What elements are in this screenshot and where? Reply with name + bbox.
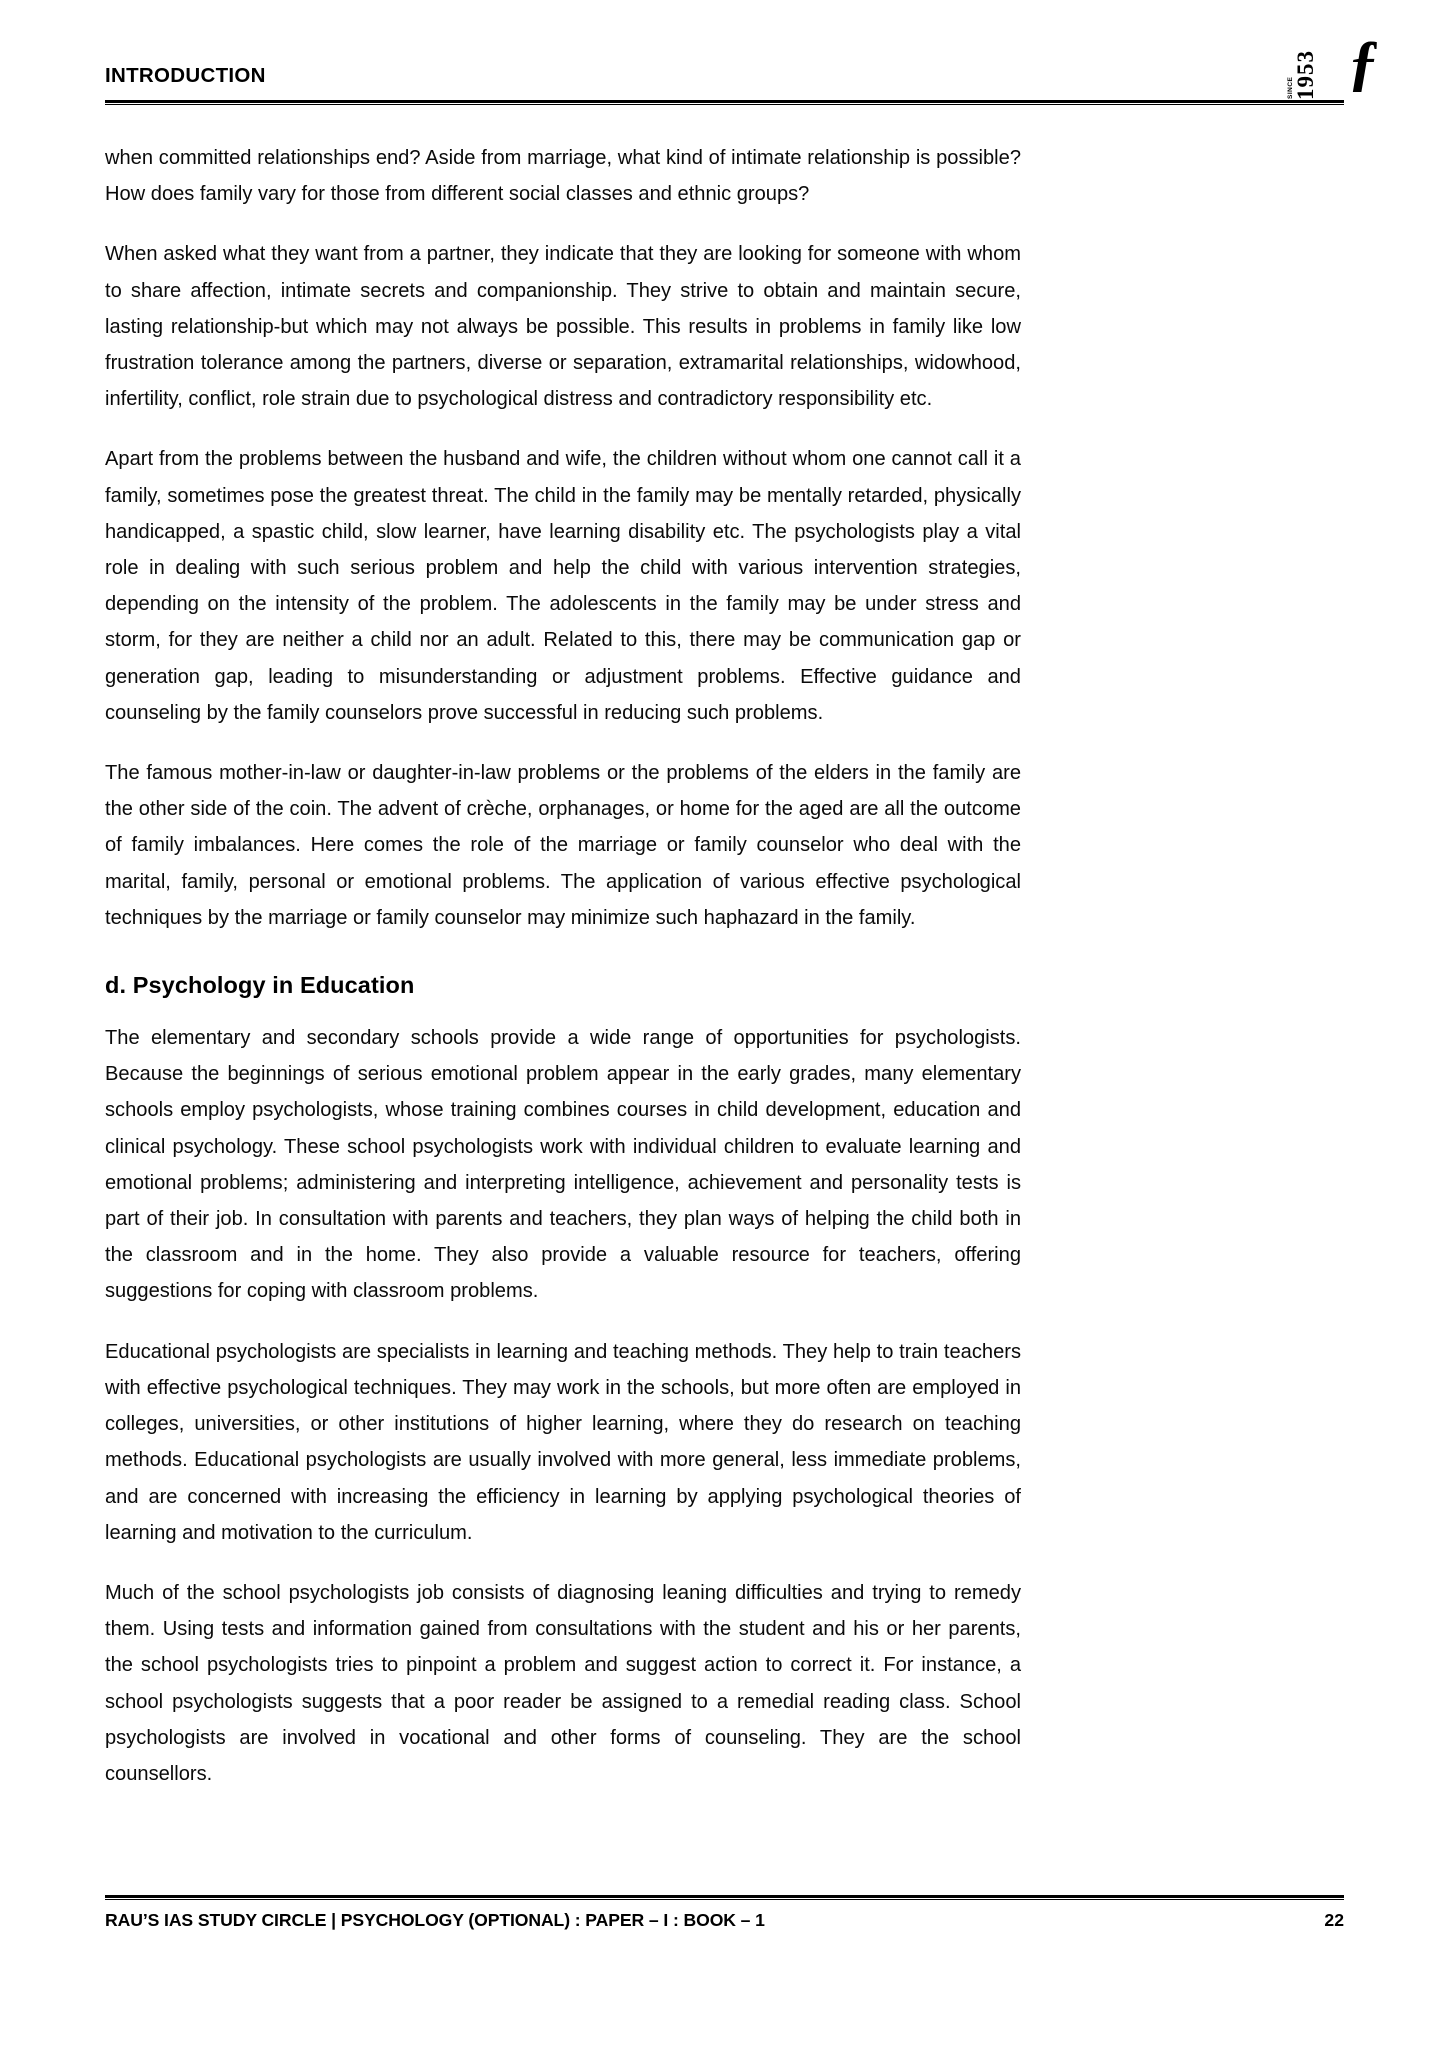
paragraph: Educational psychologists are specialists in learning and teaching methods. They help to train teachers with effective psychological techniques. They may work in the schools, but more often are employed in colleges, universities, or other institutions of higher learning, where they do research on teaching methods. Educational psychologists are usually involved with more general, less immediate problems, and are concerned with increasing the efficiency in learning by applying psychological theories of learning and motivation to the curriculum. <box>105 1340 1021 1544</box>
footer-divider <box>105 1895 1344 1900</box>
logo-year-digits: 1953 <box>1293 50 1318 100</box>
paragraph: The elementary and secondary schools provide a wide range of opportunities for psychologists. Because the beginnings of serious emotional problem appear in the early grades, many elementary schools employ psychologists, whose training combines courses in child development, education and clinical psychology. These school psychologists work with individual children to evaluate learning and emotional problems; administering and interpreting intelligence, achievement and personality tests is part of their job. In consultation with parents and teachers, they plan ways of helping the child both in the classroom and in the home. They also provide a valuable resource for teachers, offering suggestions for coping with classroom problems. <box>105 1027 1021 1303</box>
paragraph: Apart from the problems between the husband and wife, the children without whom one cannot call it a family, sometimes pose the greatest threat. The child in the family may be mentally retarded, physically handicapped, a spastic child, slow learner, have learning disability etc. The psychologists play a vital role in dealing with such serious problem and help the child with various intervention strategies, depending on the intensity of the problem. The adolescents in the family may be under stress and storm, for they are neither a child nor an adult. Related to this, there may be communication gap or generation gap, leading to misunderstanding or adjustment problems. Effective guidance and counseling by the family counselors prove successful in reducing such problems. <box>105 448 1021 724</box>
logo-since-label: SINCE <box>1287 76 1294 99</box>
page-header <box>105 58 1344 128</box>
footer-label: RAU’S IAS STUDY CIRCLE | PSYCHOLOGY (OPTIONAL) : PAPER – I : BOOK – 1 <box>105 1910 765 1930</box>
paragraph: The famous mother-in-law or daughter-in-law problems or the problems of the elders in the family are the other side of the coin. The advent of crèche, orphanages, or home for the aged are all the outcome of family imbalances. Here comes the role of the marriage or family counselor who deal with the marital, family, personal or emotional problems. The application of various effective psychological techniques by the marriage or family counselor may minimize such haphazard in the family. <box>105 762 1021 929</box>
page-content <box>105 140 1021 1792</box>
header-divider <box>105 100 1344 105</box>
logo-year-block <box>1287 26 1318 100</box>
paragraph: When asked what they want from a partner, they indicate that they are looking for someone with whom to share affection, intimate secrets and companionship. They strive to obtain and maintain secure, lasting relationship-but which may not always be possible. This results in problems in family like low frustration tolerance among the partners, diverse or separation, extramarital relationships, widowhood, infertility, conflict, role strain due to psychological distress and contradictory responsibility etc. <box>105 243 1021 411</box>
paragraph: Much of the school psychologists job consists of diagnosing leaning difficulties and trying to remedy them. Using tests and information gained from consultations with the student and his or her parents, the school psychologists tries to pinpoint a problem and suggest action to correct it. For instance, a school psychologists suggests that a poor reader be assigned to a remedial reading class. School psychologists are involved in vocational and other forms of counseling. They are the school counsellors. <box>105 1581 1021 1785</box>
section-heading: d. Psychology in Education <box>105 972 415 999</box>
rau-ias-logo <box>1273 22 1381 102</box>
page-footer <box>105 1895 1344 1945</box>
paragraph: when committed relationships end? Aside from marriage, what kind of intimate relationship is possible? How does family vary for those from different social classes and ethnic groups? <box>105 147 1021 206</box>
logo-monogram-icon: ƒ <box>1348 29 1379 97</box>
page-title: INTRODUCTION <box>105 64 266 87</box>
page-number: 22 <box>1324 1910 1344 1930</box>
